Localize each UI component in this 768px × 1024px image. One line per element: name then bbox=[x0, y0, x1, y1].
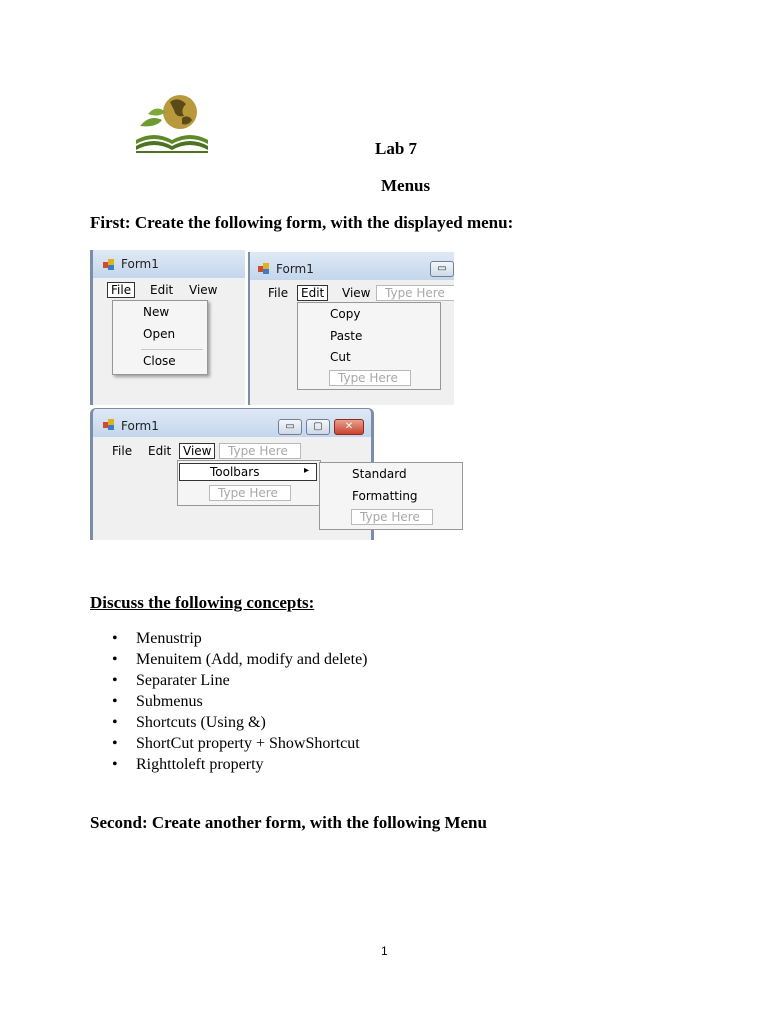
list-item-text: Menustrip bbox=[136, 630, 202, 647]
list-item bbox=[90, 670, 368, 691]
menu-item-open[interactable]: Open bbox=[143, 327, 176, 341]
menu-file[interactable]: File bbox=[107, 282, 135, 298]
menu-item-paste[interactable]: Paste bbox=[330, 329, 363, 343]
menu-file[interactable]: File bbox=[112, 444, 133, 458]
menu-item-close[interactable]: Close bbox=[143, 354, 176, 368]
window-title: Form1 bbox=[121, 419, 159, 433]
close-button[interactable] bbox=[334, 419, 364, 435]
list-item bbox=[90, 754, 368, 775]
menu-item-toolbars-label: Toolbars bbox=[210, 465, 260, 479]
menu-edit[interactable]: Edit bbox=[150, 283, 174, 297]
toolbars-submenu bbox=[319, 462, 463, 530]
section-heading-second: Second: Create another form, with the following Menu bbox=[90, 813, 487, 832]
list-item bbox=[90, 628, 368, 649]
bullet-icon: • bbox=[112, 756, 118, 773]
bullet-icon: • bbox=[112, 651, 118, 668]
close-icon: ✕ bbox=[344, 421, 354, 432]
bullet-icon: • bbox=[112, 714, 118, 731]
type-here-box[interactable]: Type Here bbox=[376, 285, 454, 301]
page-subtitle: Menus bbox=[381, 176, 431, 195]
list-item bbox=[90, 649, 368, 670]
file-dropdown bbox=[112, 300, 208, 375]
form-screenshot-file-menu bbox=[90, 250, 245, 405]
menu-separator bbox=[141, 349, 203, 350]
bullet-icon: • bbox=[112, 630, 118, 647]
list-item-text: Separater Line bbox=[136, 672, 230, 689]
concept-list bbox=[90, 628, 368, 775]
form-icon bbox=[103, 259, 115, 271]
list-item-text: Righttoleft property bbox=[136, 756, 264, 773]
menu-edit[interactable]: Edit bbox=[148, 444, 172, 458]
menu-edit[interactable]: Edit bbox=[297, 285, 328, 301]
menu-view[interactable]: View bbox=[342, 286, 371, 300]
menu-item-formatting[interactable]: Formatting bbox=[352, 489, 418, 503]
lab-title: Lab 7 bbox=[375, 139, 418, 158]
bullet-icon: • bbox=[112, 735, 118, 752]
form-icon bbox=[258, 263, 270, 275]
type-here-box[interactable]: Type Here bbox=[219, 443, 301, 459]
minimize-button[interactable] bbox=[278, 419, 302, 435]
type-here-box[interactable]: Type Here bbox=[209, 485, 291, 501]
window-title: Form1 bbox=[121, 257, 159, 271]
bullet-icon: • bbox=[112, 672, 118, 689]
menu-item-new[interactable]: New bbox=[143, 305, 170, 319]
list-item bbox=[90, 691, 368, 712]
section-heading-first: First: Create the following form, with the displayed menu: bbox=[90, 213, 514, 232]
page-number: 1 bbox=[381, 944, 388, 958]
minimize-icon: ▭ bbox=[437, 263, 447, 274]
list-item-text: ShortCut property + ShowShortcut bbox=[136, 735, 360, 752]
list-item bbox=[90, 712, 368, 733]
logo bbox=[134, 92, 210, 154]
menu-view[interactable]: View bbox=[179, 443, 215, 459]
window-titlebar bbox=[93, 250, 245, 278]
menu-item-cut[interactable]: Cut bbox=[330, 350, 351, 364]
bullet-icon: • bbox=[112, 693, 118, 710]
maximize-button[interactable] bbox=[306, 419, 330, 435]
menu-view[interactable]: View bbox=[189, 283, 218, 297]
list-item-text: Shortcuts (Using &) bbox=[136, 714, 266, 731]
minimize-icon: ▭ bbox=[285, 421, 295, 432]
maximize-icon: ▢ bbox=[313, 421, 323, 432]
type-here-box[interactable]: Type Here bbox=[351, 509, 433, 525]
minimize-button[interactable] bbox=[430, 261, 454, 277]
form-icon bbox=[103, 419, 115, 431]
edit-dropdown bbox=[297, 302, 441, 390]
discuss-heading: Discuss the following concepts: bbox=[90, 593, 315, 612]
list-item-text: Submenus bbox=[136, 693, 203, 710]
menu-item-toolbars[interactable] bbox=[179, 463, 317, 481]
menu-item-standard[interactable]: Standard bbox=[352, 467, 407, 481]
globe-book-logo-icon bbox=[134, 92, 210, 154]
list-item-text: Menuitem (Add, modify and delete) bbox=[136, 651, 368, 668]
window-title: Form1 bbox=[276, 262, 314, 276]
list-item bbox=[90, 733, 368, 754]
menu-item-copy[interactable]: Copy bbox=[330, 307, 361, 321]
submenu-arrow-icon: ▸ bbox=[304, 465, 310, 476]
menu-file[interactable]: File bbox=[268, 286, 289, 300]
type-here-box[interactable]: Type Here bbox=[329, 370, 411, 386]
view-dropdown bbox=[177, 460, 321, 506]
form-screenshot-edit-menu bbox=[248, 252, 454, 405]
